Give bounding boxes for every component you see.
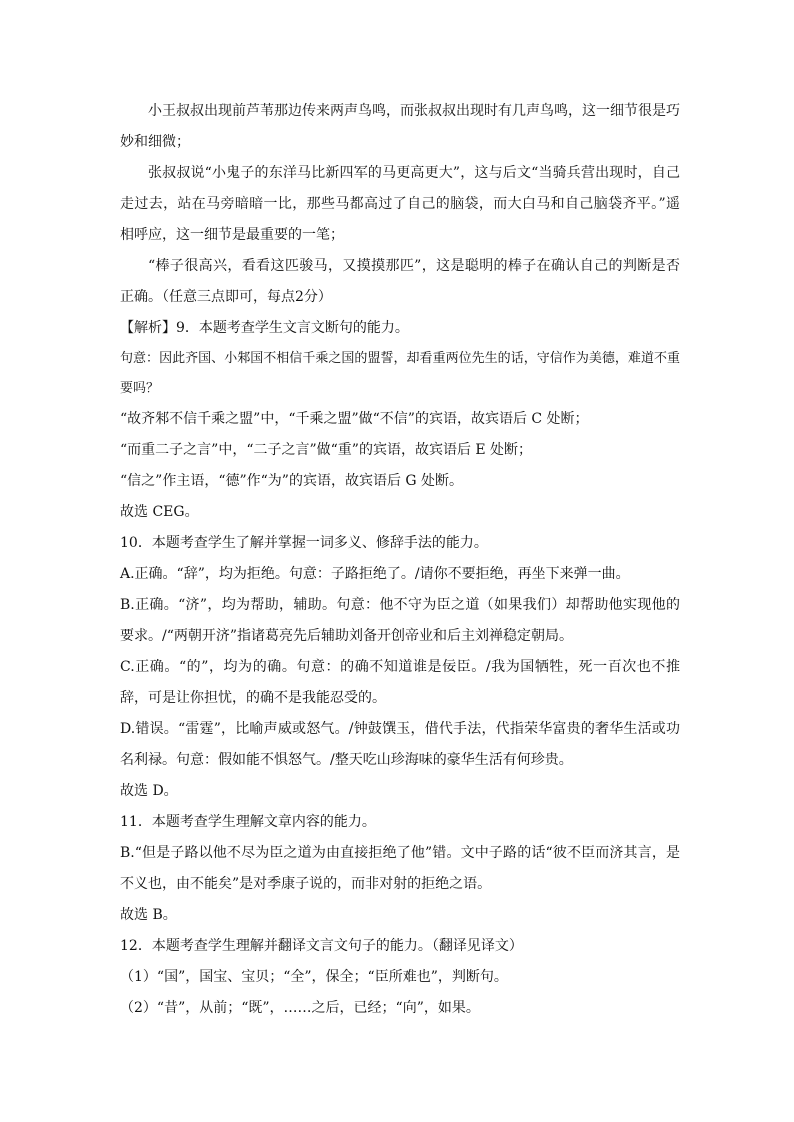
q12-item-2: （2）“昔”，从前；“既”，……之后，已经；“向”，如果。 — [120, 1000, 480, 1016]
q10-option-c: C.正确。“的”，均为的确。句意：的确不知道谁是佞臣。/我为国牺牲，死一百次也不推辞，可是让你担忧，的确不是我能忍受的。 — [120, 659, 680, 706]
analysis-q9-heading: 【解析】9．本题考查学生文言文断句的能力。 — [120, 320, 409, 336]
q10-option-d: D.错误。“雷霆”，比喻声威或怒气。/钟鼓馔玉，借代手法，代指荣华富贵的奢华生活或功名利禄。句意：假如能不惧怒气。/整天吃山珍海味的豪华生活有何珍贵。 — [120, 721, 680, 768]
q10-answer: 故选 D。 — [120, 783, 178, 799]
paragraph-bird-calls: 小王叔叔出现前芦苇那边传来两声鸟鸣，而张叔叔出现时有几声鸟鸣，这一细节很是巧妙和细微； — [120, 103, 680, 150]
q11-option-b: B.“但是子路以他不尽为臣之道为由直接拒绝了他”错。文中子路的话“彼不臣而济其言，是不义也，由不能矣”是对季康子说的，而非对射的拒绝之语。 — [120, 845, 680, 892]
q10-option-b: B.正确。“济”，均为帮助，辅助。句意：他不守为臣之道（如果我们）却帮助他实现他的要求。/“两朝开济”指诸葛亮先后辅助刘备开创帝业和后主刘禅稳定朝局。 — [120, 597, 680, 644]
q9-point-g: “信之”作主语，“德”作“为”的宾语，故宾语后 G 处断。 — [120, 473, 464, 489]
q10-heading: 10．本题考查学生了解并掌握一词多义、修辞手法的能力。 — [120, 535, 488, 551]
q9-answer: 故选 CEG。 — [120, 504, 199, 520]
q9-point-e: “而重二子之言”中，“二子之言”做“重”的宾语，故宾语后 E 处断； — [120, 442, 533, 458]
q10-option-a: A.正确。“辞”，均为拒绝。句意：子路拒绝了。/请你不要拒绝，再坐下来弹一曲。 — [120, 566, 630, 582]
q9-point-c: “故齐邾不信千乘之盟”中，“千乘之盟”做“不信”的宾语，故宾语后 C 处断； — [120, 411, 589, 427]
q9-sentence-meaning: 句意：因此齐国、小邾国不相信千乘之国的盟誓，却看重两位先生的话，守信作为美德，难道不重要吗？ — [120, 351, 680, 396]
q11-heading: 11．本题考查学生理解文章内容的能力。 — [120, 814, 376, 830]
q11-answer: 故选 B。 — [120, 907, 177, 923]
document-body — [120, 96, 680, 1024]
paragraph-horse-height: 张叔叔说“小鬼子的东洋马比新四军的马更高更大”，这与后文“当骑兵营出现时，自己走过去，站在马旁暗暗一比，那些马都高过了自己的脑袋，而大白马和自己脑袋齐平。”遥相呼应，这一细节是最重要的一笔； — [120, 165, 680, 243]
q12-heading: 12．本题考查学生理解并翻译文言文句子的能力。（翻译见译文） — [120, 938, 523, 954]
paragraph-bangzi-check: “棒子很高兴，看看这匹骏马，又摸摸那匹”，这是聪明的棒子在确认自己的判断是否正确。（任意三点即可，每点2分） — [120, 258, 680, 305]
q12-item-1: （1）“国”，国宝、宝贝；“全”，保全；“臣所难也”，判断句。 — [120, 969, 508, 985]
